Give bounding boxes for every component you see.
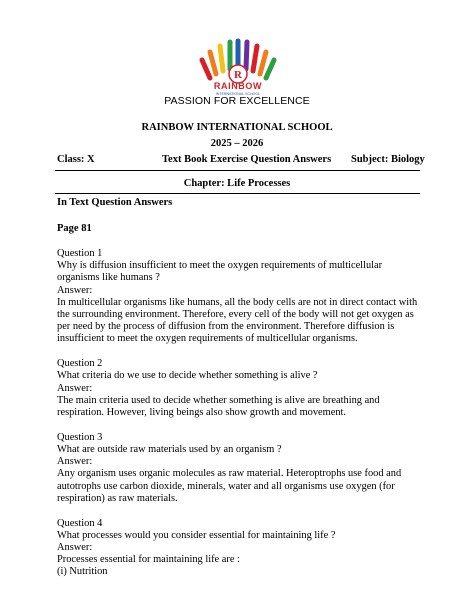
list-item: (i) Nutrition [57,566,108,578]
svg-text:RAINBOW: RAINBOW [213,81,263,91]
qa-block-2 [57,358,422,419]
chapter-divider [55,193,420,194]
school-logo-icon [190,38,286,96]
header-divider [55,170,420,171]
answer-text: The main criteria used to decide whether something is alive are breathing and respiration. However, living beings also show growth and movement. [57,394,380,419]
svg-text:R: R [234,69,242,81]
svg-text:INTERNATIONAL SCHOOL: INTERNATIONAL SCHOOL [215,92,261,96]
section-heading: In Text Question Answers [57,197,173,208]
answer-text: Processes essential for maintaining life are : [57,554,240,566]
answer-label: Answer: [57,284,93,296]
question-text: What are outside raw materials used by an organism ? [57,444,282,456]
question-answer-list [57,248,422,591]
question-label: Question 1 [57,248,103,259]
answer-text: Any organism uses organic molecules as raw material. Heteroptrophs use food and autotrophs use carbon dioxide, minerals, water and all organisms use oxygen (for respiration) as raw materials. [57,468,402,504]
school-name: RAINBOW INTERNATIONAL SCHOOL [141,122,333,133]
answer-text: In multicellular organisms like humans, all the body cells are not in direct contact with the surrounding environment. Therefore, every cell of the body will not get oxygen as per need by the process of diffusion from the environment. Therefore diffusion is insufficient to meet the oxygen requirements of multicellular organisms. [57,296,418,345]
question-label: Question 4 [57,517,103,529]
answer-label: Answer: [57,542,93,554]
subject-label: Subject: Biology [351,154,425,165]
qa-block-4 [57,518,422,579]
document-type: Text Book Exercise Question Answers [162,154,332,165]
academic-year: 2025 – 2026 [210,138,264,149]
question-text: Why is diffusion insufficient to meet the oxygen requirements of multicellular organisms like humans ? [57,260,383,284]
question-text: What processes would you consider essential for maintaining life ? [57,529,336,541]
answer-label: Answer: [57,456,93,468]
qa-block-1 [57,248,422,346]
qa-block-3 [57,432,422,505]
question-text: What criteria do we use to decide whether something is alive ? [57,370,318,382]
question-label: Question 3 [57,431,103,443]
school-tagline: PASSION FOR EXCELLENCE [164,95,310,107]
question-label: Question 2 [57,358,103,370]
page-number-heading: Page 81 [57,223,92,234]
chapter-title: Chapter: Life Processes [183,178,291,189]
answer-label: Answer: [57,382,93,394]
class-label: Class: X [57,154,95,165]
